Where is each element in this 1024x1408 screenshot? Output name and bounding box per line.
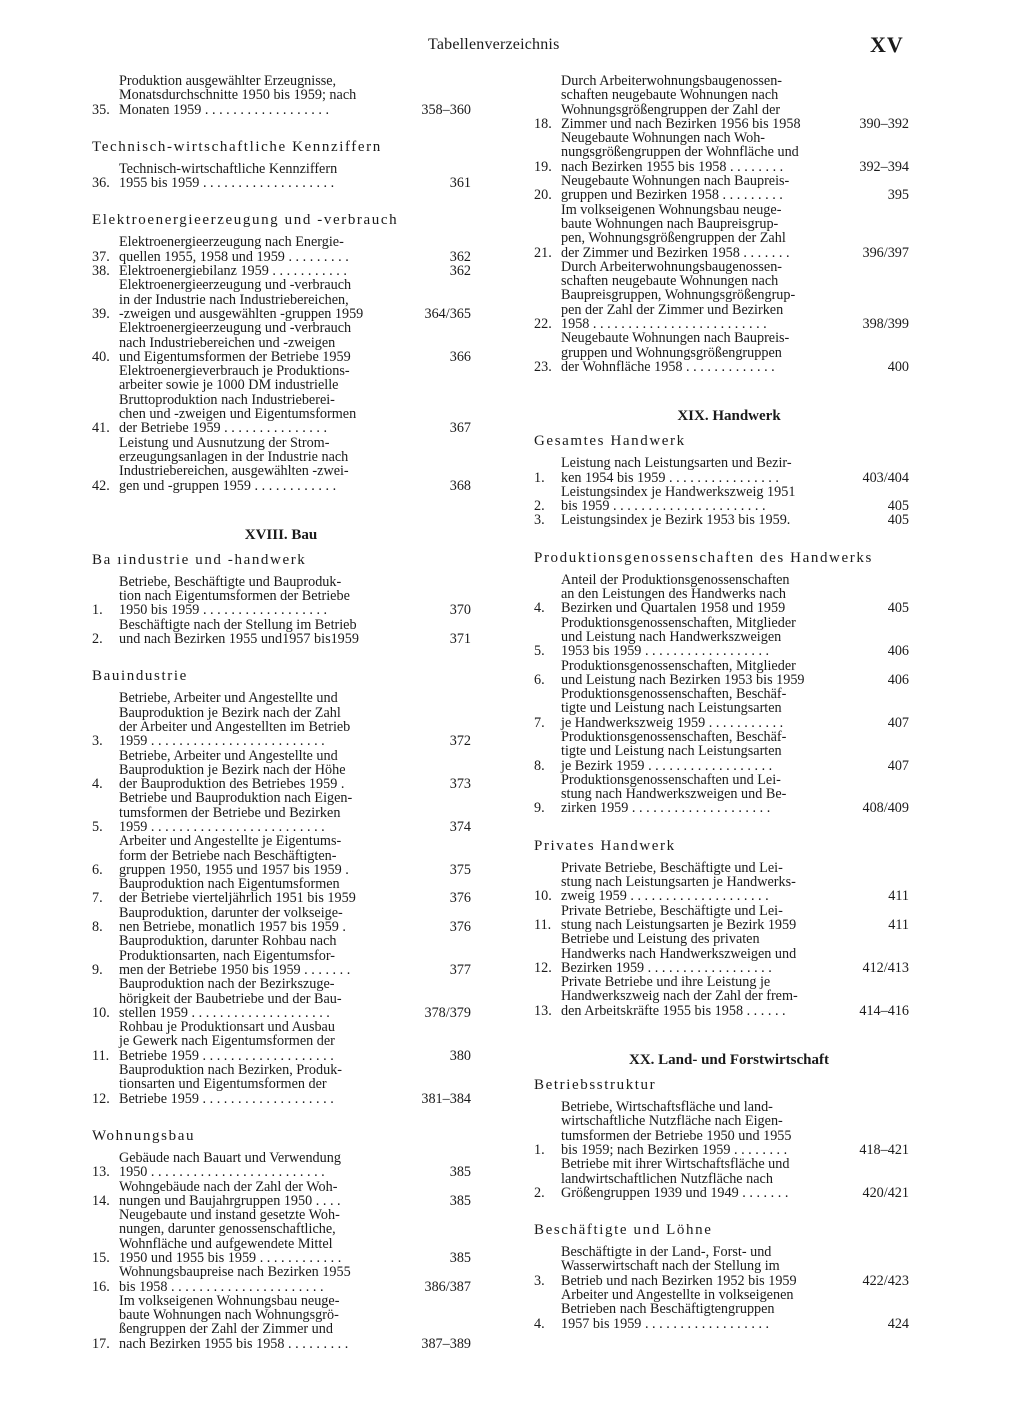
part-spacer	[534, 1018, 924, 1046]
toc-entry[interactable]	[534, 904, 924, 933]
entry-number: 8.	[534, 757, 545, 774]
entry-number: 2.	[534, 1184, 545, 1201]
entry-page-number: 407	[887, 714, 909, 731]
entry-number: 14.	[92, 1192, 110, 1209]
toc-entry[interactable]	[534, 861, 924, 904]
toc-entry[interactable]	[534, 74, 924, 131]
page-number: XV	[870, 32, 904, 57]
entry-page-number: 405	[887, 512, 909, 529]
section-heading: Bauindustrie	[92, 668, 188, 685]
entry-page-number: 368	[449, 477, 471, 494]
entry-page-number: 418–421	[859, 1141, 909, 1158]
entry-title: Betriebe, Arbeiter und Angestellte und Bauproduktion je Bezirk nach der Höhe der Bauproduktion des Betriebes 1959 .	[119, 747, 346, 793]
entry-title: Neugebaute und instand gesetzte Woh- nungen, darunter genossenschaftliche, Wohnfläche und aufgewendete Mittel 1950 und 1955 bis 1959 . . . . . . . . . . . .	[119, 1207, 342, 1266]
entry-number: 7.	[534, 714, 545, 731]
entry-page-number: 405	[887, 498, 909, 515]
entry-page-number: 408/409	[862, 800, 909, 817]
entry-number: 1.	[534, 469, 545, 486]
section-spacer	[92, 117, 470, 139]
entry-page-number: 390–392	[859, 115, 909, 132]
entry-title: Arbeiter und Angestellte je Eigentums- form der Betriebe nach Beschäftigten- gruppen 1950, 1955 und 1957 bis 1959 .	[119, 833, 349, 878]
entry-number: 38.	[92, 263, 110, 280]
entry-page-number: 403/404	[862, 469, 909, 486]
entry-title: Leistung nach Leistungsarten und Bezir- ken 1954 bis 1959 . . . . . . . . . . . . . . . .	[561, 455, 792, 486]
toc-entry[interactable]	[92, 1151, 470, 1180]
toc-entry[interactable]	[534, 659, 924, 688]
entry-number: 18.	[534, 115, 552, 132]
entry-number: 3.	[534, 512, 545, 529]
entry-page-number: 411	[888, 888, 909, 905]
entry-title: Bauproduktion nach der Bezirkszuge- hörigkeit der Baubetriebe und der Bau- stellen 1959 . . . . . . . . . . . . . . . . . . . .	[119, 976, 342, 1021]
entry-page-number: 420/421	[862, 1184, 909, 1201]
entry-title: Wohngebäude nach der Zahl der Woh- nungen und Baujahrgruppen 1950 . . . .	[119, 1178, 341, 1209]
toc-entry[interactable]	[92, 575, 470, 618]
entry-page-number: 367	[449, 420, 471, 437]
entry-number: 42.	[92, 477, 110, 494]
entry-title: Durch Arbeiterwohnungsbaugenossen- schaften neugebaute Wohnungen nach Baupreisgruppen, Wohnungsgrößengrup- pen der Zahl der Zimmer und Bezirken 1958 . . . . . . . . . . . . . . . . . . . . . . . . .	[561, 258, 796, 333]
toc-entry[interactable]	[534, 616, 924, 659]
toc-entry[interactable]	[92, 977, 470, 1020]
entry-title: Durch Arbeiterwohnungsbaugenossen- schaften neugebaute Wohnungen nach Wohnungsgrößengruppen der Zahl der Zimmer und nach Bezirken 1956 bis 1958	[561, 73, 801, 132]
part-spacer	[92, 493, 470, 521]
toc-entry[interactable]	[92, 1294, 470, 1351]
entry-page-number: 370	[449, 602, 471, 619]
entry-title: Elektroenergieerzeugung nach Energie- quellen 1955, 1958 und 1959 . . . . . . . . .	[119, 234, 349, 265]
entry-page-number: 371	[449, 631, 471, 648]
entry-title: Elektroenergieerzeugung und -verbrauch nach Industriebereichen und -zweigen und Eigentumsformen der Betriebe 1959	[119, 320, 352, 365]
section-heading: Elektroenergieerzeugung und -verbrauch	[92, 212, 399, 229]
entry-title: Leistung und Ausnutzung der Strom- erzeugungsanlagen in der Industrie nach Industriebereichen, ausgewählten -zwei- gen und -gruppen 1959 . . . . . . . . . . . .	[119, 434, 349, 494]
entry-number: 13.	[534, 1002, 552, 1019]
toc-entry[interactable]	[92, 934, 470, 977]
entry-page-number: 381–384	[421, 1090, 471, 1107]
entry-number: 5.	[92, 818, 103, 835]
entry-page-number: 385	[449, 1250, 471, 1266]
entry-title: Beschäftigte nach der Stellung im Betrieb und nach Bezirken 1955 und1957 bis1959	[119, 616, 359, 648]
entry-number: 36.	[92, 175, 110, 192]
toc-entry[interactable]	[92, 264, 470, 278]
entry-page-number: 362	[449, 248, 471, 265]
page-header	[0, 32, 1024, 60]
entry-page-number: 407	[887, 757, 909, 774]
entry-number: 7.	[92, 890, 103, 907]
toc-entry[interactable]	[534, 1100, 924, 1157]
toc-entry[interactable]	[92, 162, 470, 191]
entry-page-number: 405	[887, 600, 909, 617]
entry-title: Betriebe mit ihrer Wirtschaftsfläche und landwirtschaftlichen Nutzfläche nach Größengruppen 1939 und 1949 . . . . . . .	[561, 1156, 790, 1201]
toc-entry[interactable]	[534, 131, 924, 174]
entry-page-number: 377	[449, 961, 471, 978]
part-heading: XVIII. Bau	[244, 526, 318, 543]
toc-entry[interactable]	[92, 1180, 470, 1209]
entry-title: Neugebaute Wohnungen nach Woh- nungsgrößengruppen der Wohnfläche und nach Bezirken 1955 bis 1958 . . . . . . . .	[561, 130, 799, 175]
toc-entry[interactable]	[92, 877, 470, 906]
entry-page-number: 412/413	[862, 959, 909, 976]
section-heading: Betriebsstruktur	[534, 1077, 657, 1094]
entry-number: 5.	[534, 643, 545, 660]
entry-number: 20.	[534, 187, 552, 204]
entry-number: 12.	[534, 959, 552, 976]
section-heading: Technisch-wirtschaftliche Kennziffern	[92, 138, 382, 155]
entry-number: 17.	[92, 1335, 110, 1352]
entry-number: 19.	[534, 158, 552, 175]
entry-title: Leistungsindex je Bezirk 1953 bis 1959.	[561, 512, 791, 529]
entry-page-number: 422/423	[862, 1272, 909, 1289]
part-heading: XIX. Handwerk	[677, 408, 781, 425]
entry-title: Betriebe, Wirtschaftsfläche und land- wirtschaftliche Nutzfläche nach Eigen- tumsformen der Betriebe 1950 und 1955 bis 1959; nach Bezirken 1959 . . . . . . . .	[561, 1099, 792, 1158]
entry-number: 22.	[534, 316, 552, 333]
entry-title: Rohbau je Produktionsart und Ausbau je Gewerk nach Eigentumsformen der Betriebe 1959 . . . . . . . . . . . . . . . . . . .	[119, 1019, 335, 1064]
entry-page-number: 373	[449, 776, 471, 793]
entry-title: Produktionsgenossenschaften, Beschäf- tigte und Leistung nach Leistungsarten je Bezirk 1959 . . . . . . . . . . . . . . . . . .	[561, 728, 787, 774]
entry-number: 23.	[534, 358, 552, 375]
entry-page-number: 386/387	[424, 1278, 471, 1295]
toc-entry[interactable]	[92, 235, 470, 264]
entry-number: 35.	[92, 101, 110, 118]
entry-title: Anteil der Produktionsgenossenschaften an den Leistungen des Handwerks nach Bezirken und Quartalen 1958 und 1959	[561, 571, 790, 617]
entry-number: 11.	[92, 1047, 110, 1064]
entry-page-number: 378/379	[424, 1004, 471, 1021]
entry-title: Beschäftigte in der Land-, Forst- und Wasserwirtschaft nach der Stellung im Betrieb und nach Bezirken 1952 bis 1959	[561, 1244, 797, 1289]
toc-entry[interactable]	[534, 773, 924, 816]
entry-page-number: 366	[449, 348, 471, 365]
entry-number: 10.	[92, 1004, 110, 1021]
toc-entry[interactable]	[92, 74, 470, 117]
entry-title: Bauproduktion, darunter Rohbau nach Produktionsarten, nach Eigentumsfor- men der Betriebe 1950 bis 1959 . . . . . . .	[119, 933, 351, 978]
toc-entry[interactable]	[92, 1265, 470, 1294]
entry-number: 4.	[534, 1315, 545, 1332]
toc-entry[interactable]	[92, 691, 470, 748]
entry-number: 4.	[534, 600, 545, 617]
entry-title: Elektroenergiebilanz 1959 . . . . . . . . . . .	[119, 263, 347, 280]
entry-title: Produktion ausgewählter Erzeugnisse, Monatsdurchschnitte 1950 bis 1959; nach Monaten 1959 . . . . . . . . . . . . . . . . . .	[119, 73, 357, 118]
toc-entry[interactable]	[534, 573, 924, 616]
entry-title: Bauproduktion nach Bezirken, Produk- tionsarten und Eigentumsformen der Betriebe 1959 . . . . . . . . . . . . . . . . . . .	[119, 1062, 343, 1107]
entry-title: Im volkseigenen Wohnungsbau neuge- baute Wohnungen nach Baupreisgrup- pen, Wohnungsgrößengruppen der Zahl der Zimmer und Bezirken 1958 . . . . . . .	[561, 201, 790, 261]
entry-number: 10.	[534, 888, 552, 905]
entry-number: 3.	[534, 1272, 545, 1289]
entry-title: Bauproduktion, darunter der volkseige- nen Betriebe, monatlich 1957 bis 1959 .	[119, 904, 346, 936]
toc-entry[interactable]	[534, 730, 924, 773]
section-spacer	[534, 816, 924, 838]
entry-title: Betriebe und Leistung des privaten Handwerks nach Handwerkszweigen und Bezirken 1959 . . . . . . . . . . . . . . . . . .	[561, 931, 797, 976]
entry-page-number: 396/397	[862, 244, 909, 261]
entry-page-number: 376	[449, 919, 471, 936]
entry-title: Betriebe und Bauproduktion nach Eigen- tumsformen der Betriebe und Bezirken 1959 . . . . . . . . . . . . . . . . . . . . . . . . .	[119, 790, 353, 835]
entry-number: 39.	[92, 305, 110, 322]
entry-page-number: 362	[449, 263, 471, 280]
entry-page-number: 398/399	[862, 316, 909, 333]
section-heading: Privates Handwerk	[534, 837, 676, 854]
entry-number: 1.	[534, 1141, 545, 1158]
entry-page-number: 385	[449, 1164, 471, 1181]
entry-title: Produktionsgenossenschaften und Lei- stung nach Handwerkszweigen und Be- zirken 1959 . . . . . . . . . . . . . . . . . . . .	[561, 771, 787, 817]
toc-entry[interactable]	[534, 331, 924, 374]
entry-page-number: 411	[888, 916, 909, 933]
entry-title: Private Betriebe und ihre Leistung je Handwerkszweig nach der Zahl der frem- den Arbeitskräfte 1955 bis 1958 . . . . . .	[561, 974, 798, 1019]
entry-title: Leistungsindex je Handwerkszweig 1951 bis 1959 . . . . . . . . . . . . . . . . . . . . . .	[561, 483, 796, 515]
entry-page-number: 375	[449, 861, 471, 878]
entry-number: 15.	[92, 1250, 110, 1266]
entry-number: 2.	[92, 631, 103, 648]
toc-entry[interactable]	[92, 321, 470, 364]
entry-title: Elektroenergieverbrauch je Produktions- arbeiter sowie je 1000 DM industrielle Bruttoproduktion nach Industrieberei- chen und -zweigen und Eigentumsformen der Betriebe 1959 . . . . . . . . . . . . . . .	[119, 363, 357, 437]
left-column	[92, 74, 470, 1351]
entry-number: 4.	[92, 776, 103, 793]
entry-page-number: 387–389	[421, 1335, 471, 1352]
entry-number: 9.	[534, 800, 545, 817]
entry-page-number: 406	[887, 671, 909, 688]
toc-entry[interactable]	[534, 203, 924, 260]
entry-number: 6.	[92, 861, 103, 878]
section-spacer	[534, 1200, 924, 1222]
toc-entry[interactable]	[92, 1063, 470, 1106]
section-heading: Beschäftigte und Löhne	[534, 1222, 713, 1239]
entry-number: 6.	[534, 671, 545, 688]
entry-page-number: 380	[449, 1047, 471, 1064]
entry-number: 8.	[92, 919, 103, 936]
toc-entry[interactable]	[534, 1245, 924, 1288]
toc-entry[interactable]	[92, 618, 470, 647]
toc-entry[interactable]	[92, 364, 470, 435]
entry-title: Private Betriebe, Beschäftigte und Lei- stung nach Leistungsarten je Bezirk 1959	[561, 902, 797, 933]
section-spacer	[92, 1106, 470, 1128]
toc-entry[interactable]	[92, 749, 470, 792]
entry-number: 1.	[92, 602, 103, 619]
running-title: Tabellenverzeichnis	[428, 36, 560, 53]
entry-number: 9.	[92, 961, 103, 978]
entry-number: 2.	[534, 498, 545, 515]
section-spacer	[92, 190, 470, 212]
entry-page-number: 364/365	[424, 305, 471, 322]
part-spacer	[534, 374, 924, 402]
toc-entry[interactable]	[534, 485, 924, 514]
entry-page-number: 392–394	[859, 158, 909, 175]
entry-title: Neugebaute Wohnungen nach Baupreis- gruppen und Bezirken 1958 . . . . . . . . .	[561, 173, 790, 204]
entry-page-number: 395	[887, 187, 909, 204]
entry-title: Gebäude nach Bauart und Verwendung 1950 . . . . . . . . . . . . . . . . . . . . . . . . .	[119, 1149, 341, 1181]
toc-entry[interactable]	[534, 260, 924, 331]
entry-title: Private Betriebe, Beschäftigte und Lei- stung nach Leistungsarten je Handwerks- zweig 1959 . . . . . . . . . . . . . . . . . . . .	[561, 859, 796, 905]
toc-entry[interactable]	[92, 834, 470, 877]
toc-entry[interactable]	[534, 456, 924, 485]
entry-number: 12.	[92, 1090, 110, 1107]
entry-page-number: 385	[449, 1192, 471, 1209]
toc-entry[interactable]	[534, 174, 924, 203]
toc-entry[interactable]	[92, 436, 470, 493]
entry-number: 37.	[92, 248, 110, 265]
entry-title: Im volkseigenen Wohnungsbau neuge- baute Wohnungen nach Wohnungsgrö- ßengruppen der Zahl der Zimmer und nach Bezirken 1955 bis 1958 . . . . . . . . .	[119, 1292, 349, 1352]
entry-title: Bauproduktion nach Eigentumsformen der Betriebe vierteljährlich 1951 bis 1959	[119, 876, 356, 907]
entry-title: Betriebe, Beschäftigte und Bauproduk- tion nach Eigentumsformen der Betriebe 1950 bis 1959 . . . . . . . . . . . . . . . . . .	[119, 573, 350, 619]
entry-title: Betriebe, Arbeiter und Angestellte und Bauproduktion je Bezirk nach der Zahl der Arbeiter und Angestellten im Betrieb 1959 . . . . . . . . . . . . . . . . . . . . . . . . .	[119, 690, 351, 750]
entry-number: 3.	[92, 733, 103, 750]
toc-entry[interactable]	[534, 932, 924, 975]
entry-page-number: 361	[449, 175, 471, 192]
entry-title: Neugebaute Wohnungen nach Baupreis- gruppen und Wohnungsgrößengruppen der Wohnfläche 1958 . . . . . . . . . . . . .	[561, 330, 790, 375]
entry-number: 13.	[92, 1164, 110, 1181]
toc-entry[interactable]	[92, 906, 470, 935]
entry-page-number: 372	[449, 733, 471, 750]
toc-entry[interactable]	[534, 975, 924, 1018]
entry-title: Arbeiter und Angestellte in volkseigenen Betrieben nach Beschäftigtengruppen 1957 bis 1959 . . . . . . . . . . . . . . . . . .	[561, 1287, 794, 1332]
section-heading: Gesamtes Handwerk	[534, 433, 686, 450]
entry-number: 40.	[92, 348, 110, 365]
entry-page-number: 424	[887, 1315, 909, 1332]
entry-number: 41.	[92, 420, 110, 437]
toc-entry[interactable]	[534, 513, 924, 527]
entry-title: Technisch-wirtschaftliche Kennziffern 1955 bis 1959 . . . . . . . . . . . . . . . . . . .	[119, 160, 338, 192]
section-heading: Produktionsgenossenschaften des Handwerks	[534, 549, 873, 566]
entry-page-number: 376	[449, 890, 471, 907]
toc-entry[interactable]	[534, 1288, 924, 1331]
entry-page-number: 406	[887, 643, 909, 660]
entry-page-number: 414–416	[859, 1002, 909, 1019]
toc-entry[interactable]	[92, 1020, 470, 1063]
toc-entry[interactable]	[92, 791, 470, 834]
toc-entry[interactable]	[534, 687, 924, 730]
entry-page-number: 358–360	[421, 101, 471, 118]
right-column	[534, 74, 924, 1331]
entry-title: Produktionsgenossenschaften, Mitglieder und Leistung nach Bezirken 1953 bis 1959	[561, 657, 805, 688]
entry-page-number: 400	[887, 358, 909, 375]
entry-title: Produktionsgenossenschaften, Mitglieder und Leistung nach Handwerkszweigen 1953 bis 1959 . . . . . . . . . . . . . . . . . .	[561, 614, 796, 660]
section-heading: Ba ıindustrie und -handwerk	[92, 551, 307, 568]
entry-title: Produktionsgenossenschaften, Beschäf- tigte und Leistung nach Leistungsarten je Handwerkszweig 1959 . . . . . . . . . . .	[561, 686, 787, 731]
entry-number: 21.	[534, 244, 552, 261]
part-heading: XX. Land- und Forstwirtschaft	[628, 1052, 829, 1069]
entry-title: Wohnungsbaupreise nach Bezirken 1955 bis 1958 . . . . . . . . . . . . . . . . . . . . . .	[119, 1264, 351, 1295]
toc-entry[interactable]	[534, 1157, 924, 1200]
entry-title: Elektroenergieerzeugung und -verbrauch in der Industrie nach Industriebereichen, -zweigen und ausgewählten -gruppen 1959	[119, 277, 364, 322]
section-heading: Wohnungsbau	[92, 1127, 196, 1144]
entry-page-number: 374	[449, 818, 471, 835]
toc-entry[interactable]	[92, 278, 470, 321]
entry-number: 11.	[534, 916, 552, 933]
entry-number: 16.	[92, 1278, 110, 1295]
toc-entry[interactable]	[92, 1208, 470, 1265]
section-spacer	[92, 646, 470, 668]
section-spacer	[534, 528, 924, 550]
